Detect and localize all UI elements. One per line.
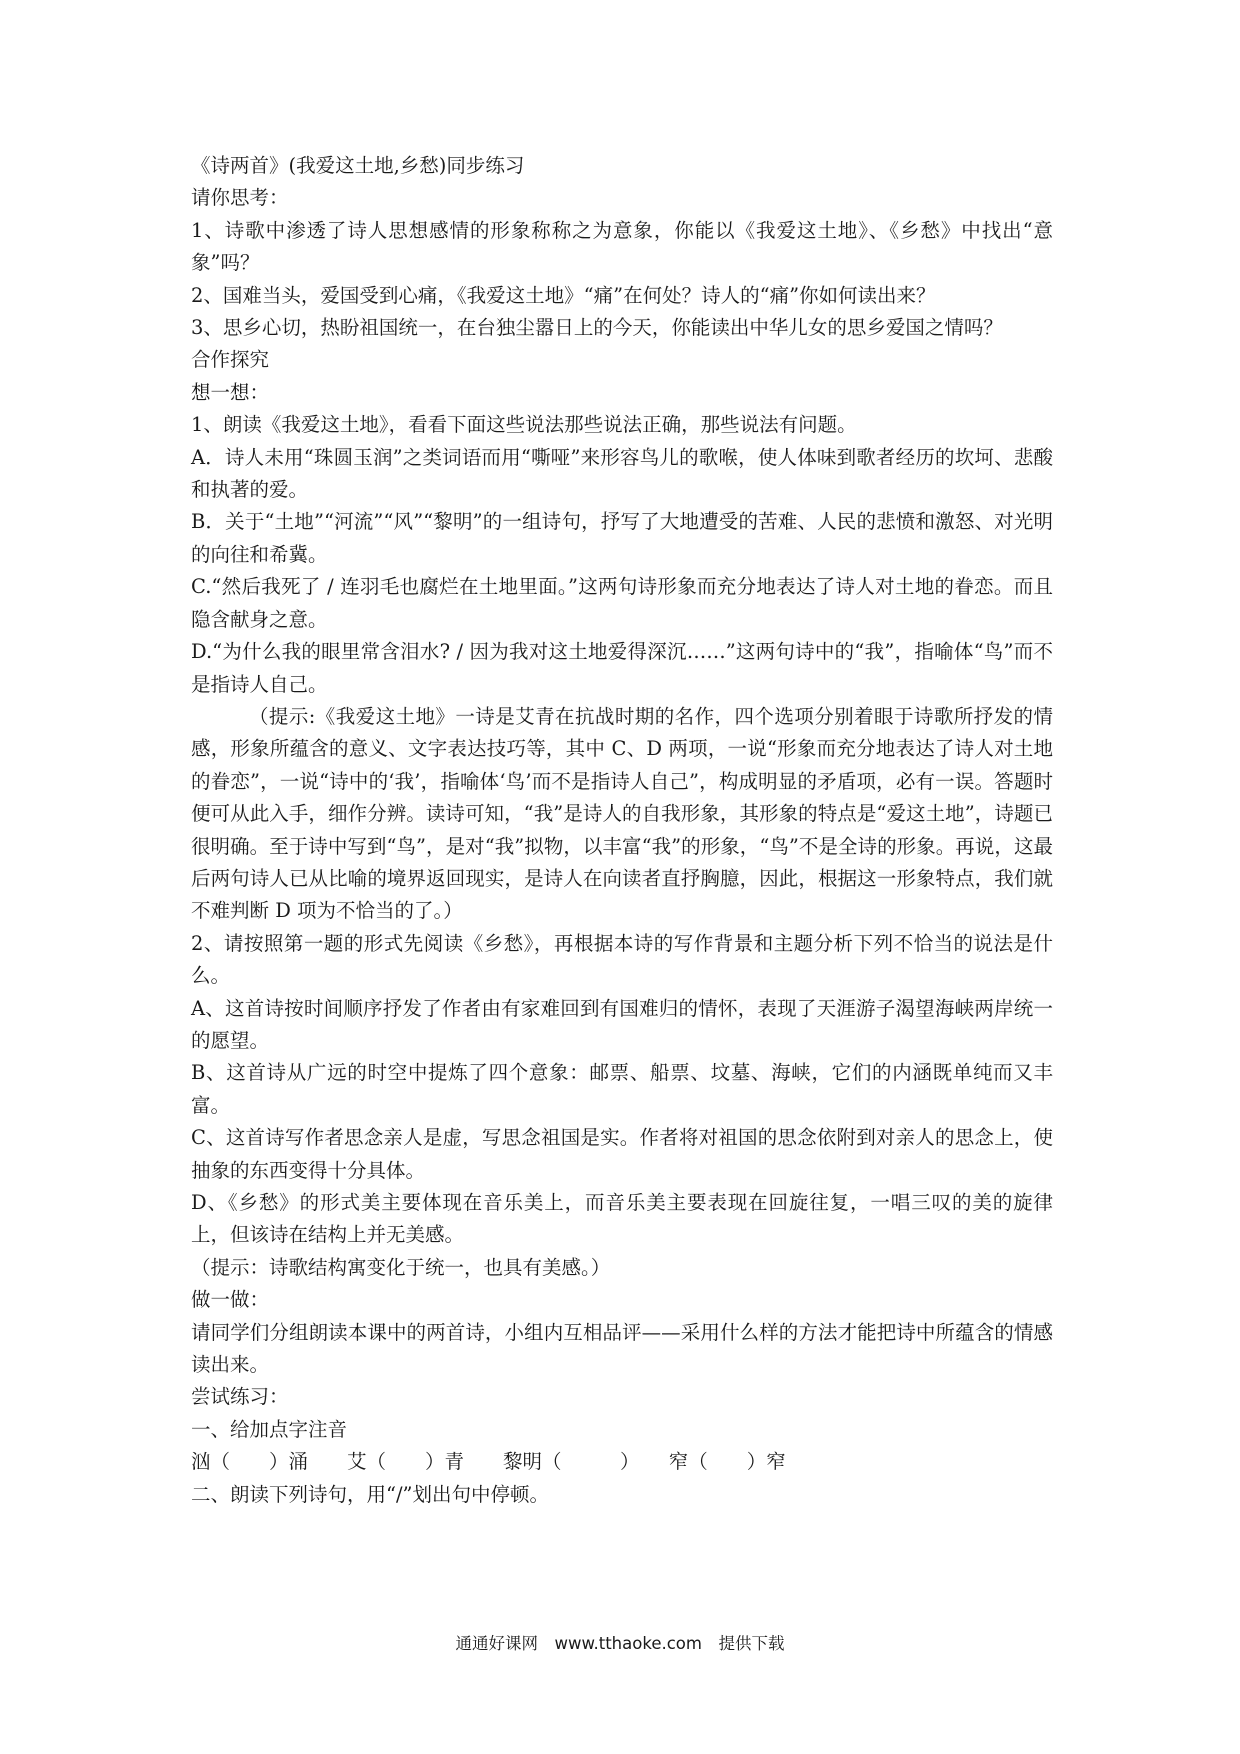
option-a2: A、这首诗按时间顺序抒发了作者由有家难回到有国难归的情怀，表现了天涯游子渴望海峡两岸统一的愿望。 [191,996,1053,1052]
do-heading: 做一做： [191,1288,270,1312]
explore-subheading: 想一想： [191,380,270,404]
page-footer: 通通好课网 www.tthaoke.com 提供下载 [455,1634,785,1653]
think-question-2: 2、国难当头，爱国受到心痛，《我爱这土地》“痛”在何处？诗人的“痛”你如何读出来？ [191,283,936,307]
pinyin-blanks: 汹（ ）涌 艾（ ）青 黎明（ ） 窄（ ）窄 [191,1450,786,1474]
option-b: B．关于“土地”“河流”“风”“黎明”的一组诗句，抒写了大地遭受的苦难、人民的悲愤和激怒、对光明的向往和希冀。 [191,510,1053,566]
explore-question-1: 1、朗读《我爱这土地》，看看下面这些说法那些说法正确，那些说法有问题。 [191,413,857,437]
option-c: C.“然后我死了 / 连羽毛也腐烂在土地里面。”这两句诗形象而充分地表达了诗人对土地的眷恋。而且隐含献身之意。 [191,575,1053,631]
think-question-3: 3、思乡心切，热盼祖国统一，在台独尘嚣日上的今天，你能读出中华儿女的思乡爱国之情吗？ [191,316,1003,340]
think-question-1: 1、诗歌中渗透了诗人思想感情的形象称称之为意象，你能以《我爱这土地》、《乡愁》中找出“意象”吗？ [191,218,1053,275]
practice-section-2: 二、朗读下列诗句，用“/”划出句中停顿。 [191,1482,550,1506]
practice-heading: 尝试练习： [191,1385,289,1409]
explore-heading: 合作探究 [191,348,270,372]
hint-1: （提示:《我爱这土地》一诗是艾青在抗战时期的名作，四个选项分别着眼于诗歌所抒发的情感，形象所蕴含的意义、文字表达技巧等，其中 C、D 两项，一说“形象而充分地表达了诗人对土地的眷恋”，一说“诗中的‘我’，指喻体‘鸟’而不是指诗人自己”，构成明显的矛盾项，必有一误。答题时便可从此入手，细作分辨。读诗可知，“我”是诗人的自我形象，其形象的特点是“爱这土地”，诗题已很明确。至于诗中写到“鸟”，是对“我”拟物，以丰富“我”的形象，“鸟”不是全诗的形象。再说，这最后两句诗人已从比喻的境界返回现实，是诗人在向读者直抒胸臆，因此，根据这一形象特点，我们就不难判断 D 项为不恰当的了。） [191,704,1053,923]
practice-section-1: 一、给加点字注音 [191,1417,348,1441]
document-title: 《诗两首》(我爱这土地,乡愁)同步练习 [191,154,525,177]
option-a: A．诗人未用“珠圆玉润”之类词语而用“嘶哑”来形容鸟儿的歌喉，使人体味到歌者经历的坎坷、悲酸和执著的爱。 [191,445,1053,502]
hint-2: （提示：诗歌结构寓变化于统一，也具有美感。） [191,1255,611,1279]
document-body [191,150,1053,1511]
option-d: D.“为什么我的眼里常含泪水? / 因为我对这土地爱得深沉……”这两句诗中的“我”，指喻体“鸟”而不是指诗人自己。 [191,640,1053,696]
option-c2: C、这首诗写作者思念亲人是虚，写思念祖国是实。作者将对祖国的思念依附到对亲人的思念上，使抽象的东西变得十分具体。 [191,1126,1053,1182]
think-heading: 请你思考： [191,186,289,210]
explore-question-2: 2、请按照第一题的形式先阅读《乡愁》，再根据本诗的写作背景和主题分析下列不恰当的说法是什么。 [191,931,1053,988]
do-text: 请同学们分组朗读本课中的两首诗，小组内互相品评——采用什么样的方法才能把诗中所蕴含的情感读出来。 [191,1320,1053,1377]
option-d2: D、《乡愁》的形式美主要体现在音乐美上，而音乐美主要表现在回旋往复，一唱三叹的美的旋律上，但该诗在结构上并无美感。 [191,1191,1053,1247]
option-b2: B、这首诗从广远的时空中提炼了四个意象：邮票、船票、坟墓、海峡，它们的内涵既单纯而又丰富。 [191,1061,1053,1117]
